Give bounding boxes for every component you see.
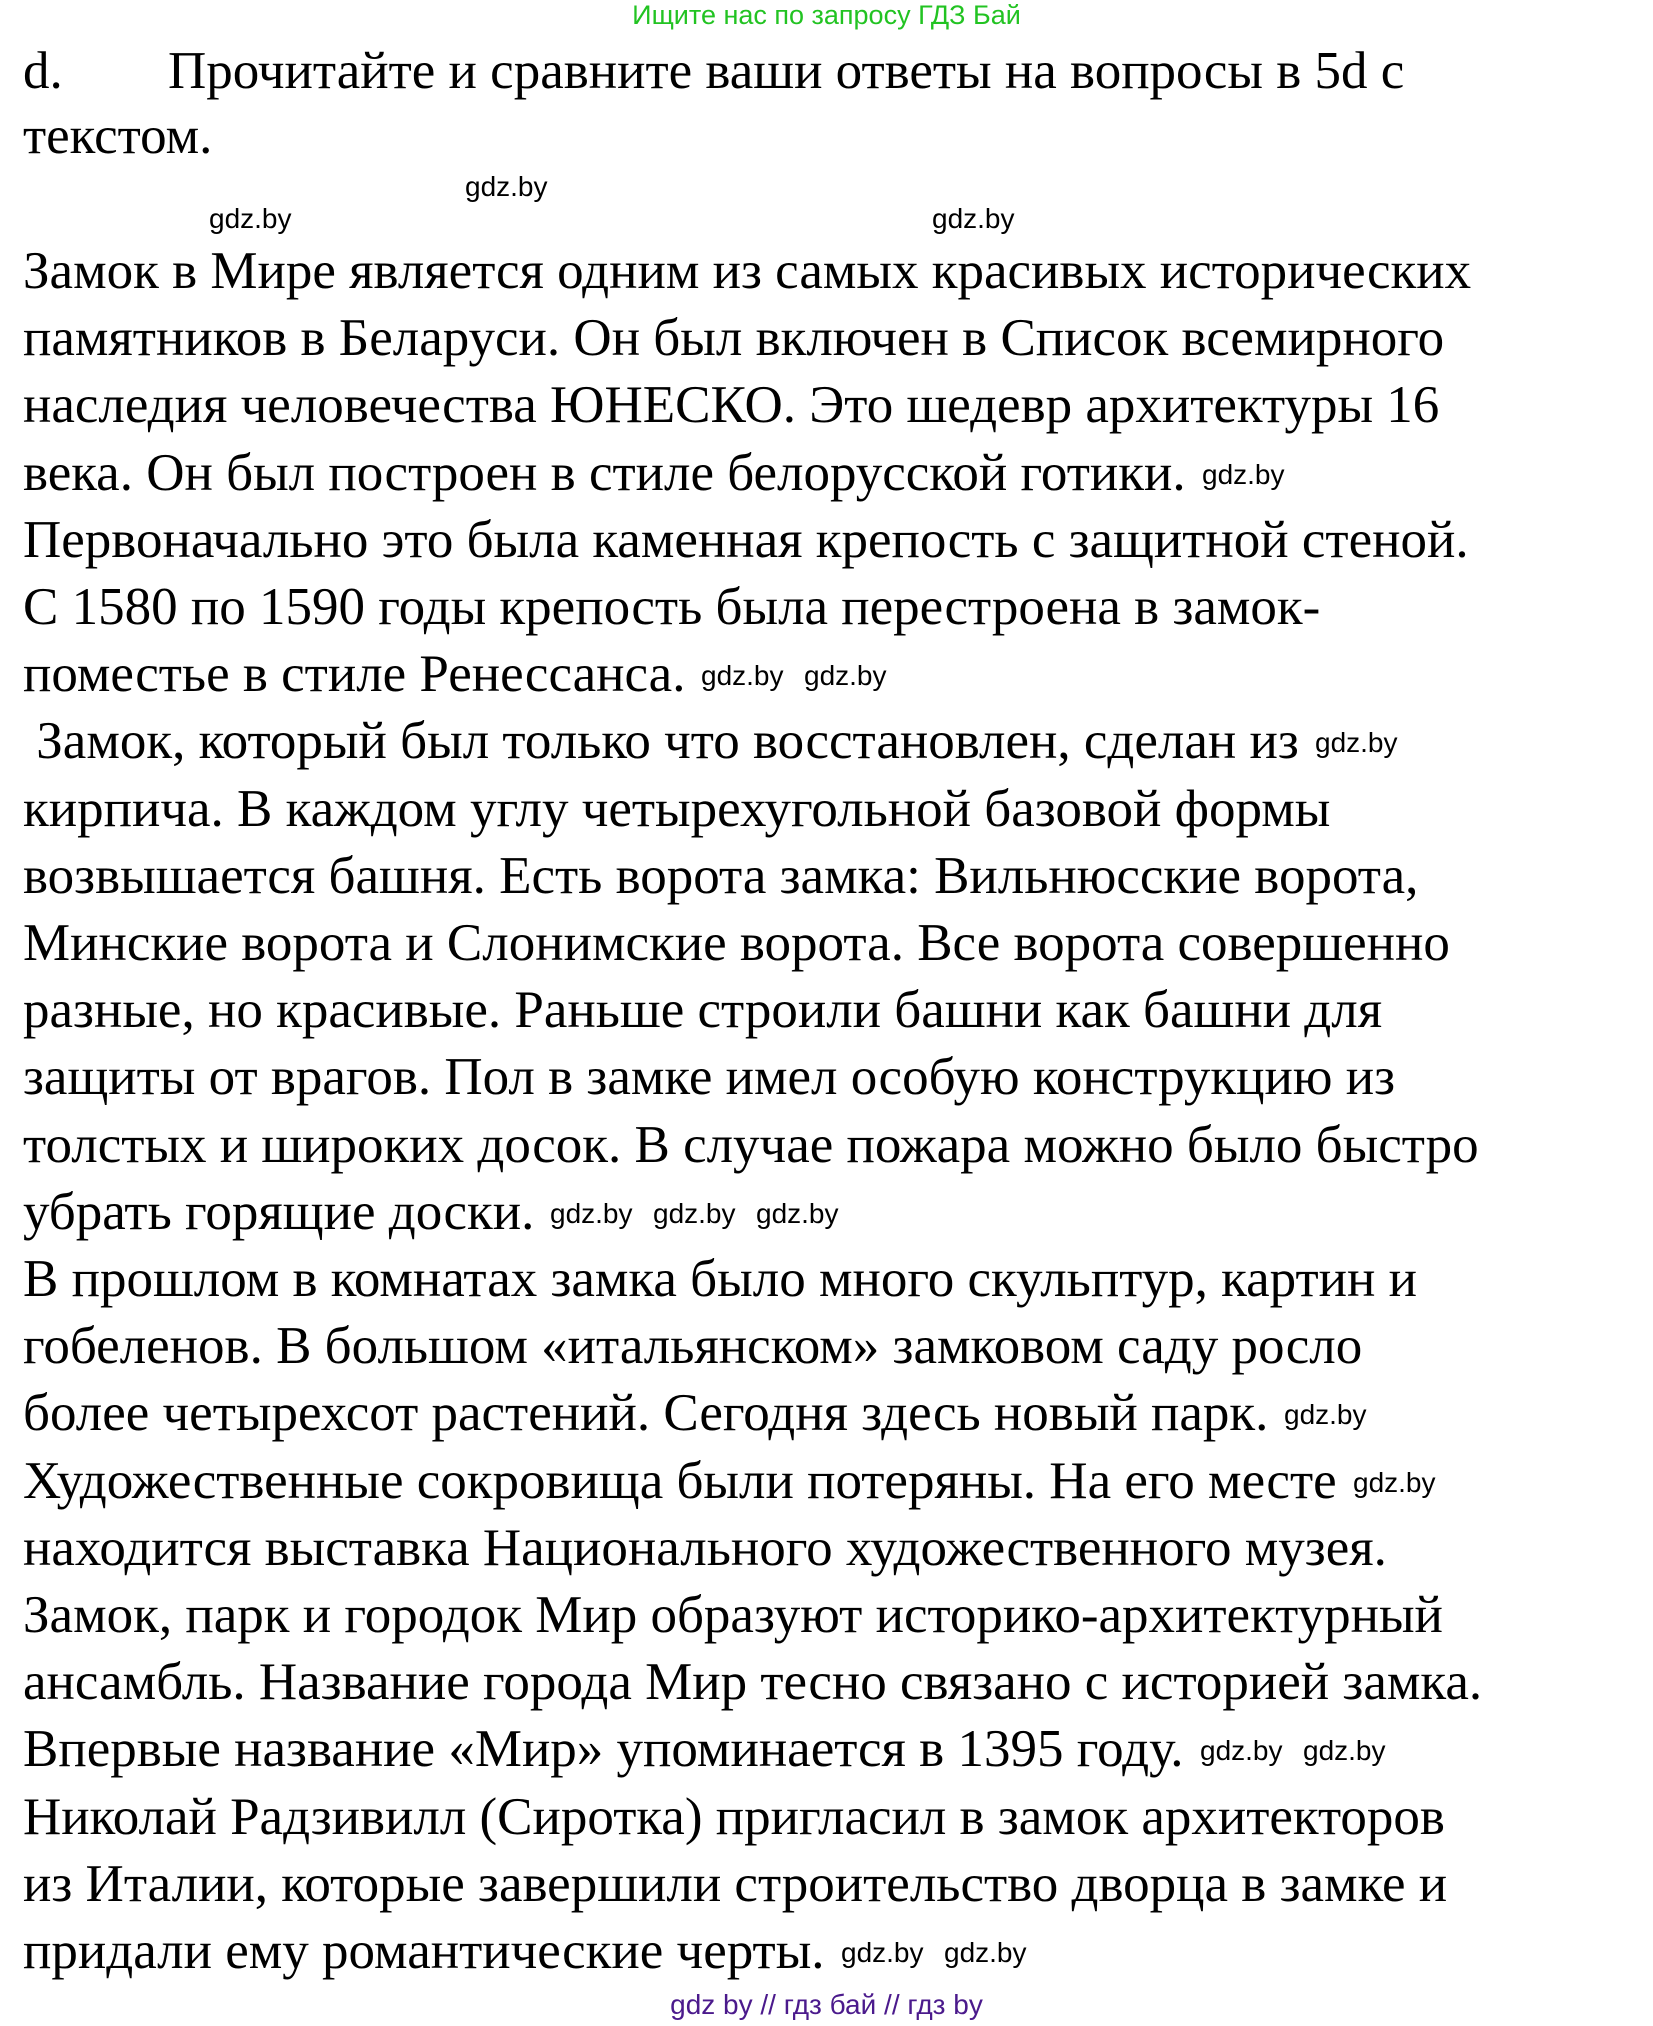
- search-hint-banner: Ищите нас по запросу ГДЗ Бай: [632, 0, 1021, 30]
- task-instruction-line-1: Прочитайте и сравните ваши ответы на вопросы в 5d с: [168, 42, 1405, 100]
- article-line: века. Он был построен в стиле белорусской готики.: [23, 443, 1186, 502]
- article-line: защиты от врагов. Пол в замке имел особую конструкцию из: [23, 1048, 1396, 1107]
- gdz-watermark: gdz.by: [756, 1197, 839, 1229]
- article-line: С 1580 по 1590 годы крепость была перестроена в замок-: [23, 578, 1321, 636]
- article-line: Николай Радзивилл (Сиротка) пригласил в замок архитекторов: [23, 1787, 1445, 1846]
- gdz-watermark: gdz.by: [944, 1937, 1027, 1968]
- article-line: находится выставка Национального художественного музея.: [23, 1518, 1387, 1577]
- article-line: В прошлом в комнатах замка было много скульптур, картин и: [23, 1250, 1417, 1308]
- gdz-watermark: gdz.by: [1284, 1399, 1367, 1431]
- footer-watermark: gdz by // гдз бай // гдз by: [670, 1989, 983, 2020]
- article-line: Первоначально это была каменная крепость с защитной стеной.: [23, 510, 1469, 569]
- article-line: придали ему романтические черты.: [23, 1922, 825, 1980]
- article-line: наследия человечества ЮНЕСКО. Это шедевр архитектуры 16: [23, 376, 1440, 435]
- article-line: Художественные сокровища были потеряны. На его месте: [23, 1451, 1337, 1510]
- article-line: возвышается башня. Есть ворота замка: Вильнюсские ворота,: [23, 846, 1419, 905]
- article-line: Впервые название «Мир» упоминается в 1395 году.: [23, 1720, 1184, 1779]
- gdz-watermark: gdz.by: [1202, 458, 1285, 490]
- gdz-watermark: gdz.by: [1315, 727, 1398, 759]
- article-line: Замок, парк и городок Мир образуют историко-архитектурный: [23, 1586, 1443, 1644]
- article-line: кирпича. В каждом углу четырехугольной базовой формы: [23, 779, 1331, 838]
- gdz-watermark: gdz.by: [1200, 1735, 1283, 1767]
- article-line: Замок, который был только что восстановлен, сделан из: [23, 712, 1299, 771]
- gdz-watermark: gdz.by: [701, 660, 784, 692]
- article-line: гобеленов. В большом «итальянском» замковом саду росло: [23, 1317, 1363, 1376]
- task-marker: d.: [23, 42, 63, 100]
- article-line: убрать горящие доски.: [23, 1182, 535, 1241]
- article-line: толстых и широких досок. В случае пожара можно было быстро: [23, 1115, 1479, 1174]
- task-instruction-line-2: текстом.: [23, 107, 213, 165]
- gdz-watermark: gdz.by: [841, 1937, 924, 1968]
- article-line: Минские ворота и Слонимские ворота. Все ворота совершенно: [23, 914, 1450, 972]
- gdz-watermark: gdz.by: [465, 171, 548, 202]
- article-line: памятников в Беларуси. Он был включен в Список всемирного: [23, 309, 1445, 368]
- gdz-watermark: gdz.by: [209, 203, 292, 234]
- gdz-watermark: gdz.by: [1303, 1735, 1386, 1767]
- article-line: разные, но красивые. Раньше строили башни как башни для: [23, 981, 1383, 1040]
- gdz-watermark: gdz.by: [550, 1197, 633, 1229]
- gdz-watermark: gdz.by: [653, 1197, 736, 1229]
- article-line: поместье в стиле Ренессанса.: [23, 645, 686, 704]
- gdz-watermark: gdz.by: [1353, 1466, 1436, 1498]
- article-line: более четырехсот растений. Сегодня здесь новый парк.: [23, 1384, 1269, 1443]
- gdz-watermark: gdz.by: [804, 660, 887, 692]
- gdz-watermark: gdz.by: [932, 203, 1015, 234]
- article-line: Замок в Мире является одним из самых красивых исторических: [23, 242, 1472, 300]
- article-line: ансамбль. Название города Мир тесно связано с историей замка.: [23, 1653, 1483, 1712]
- article-line: из Италии, которые завершили строительство дворца в замке и: [23, 1854, 1448, 1913]
